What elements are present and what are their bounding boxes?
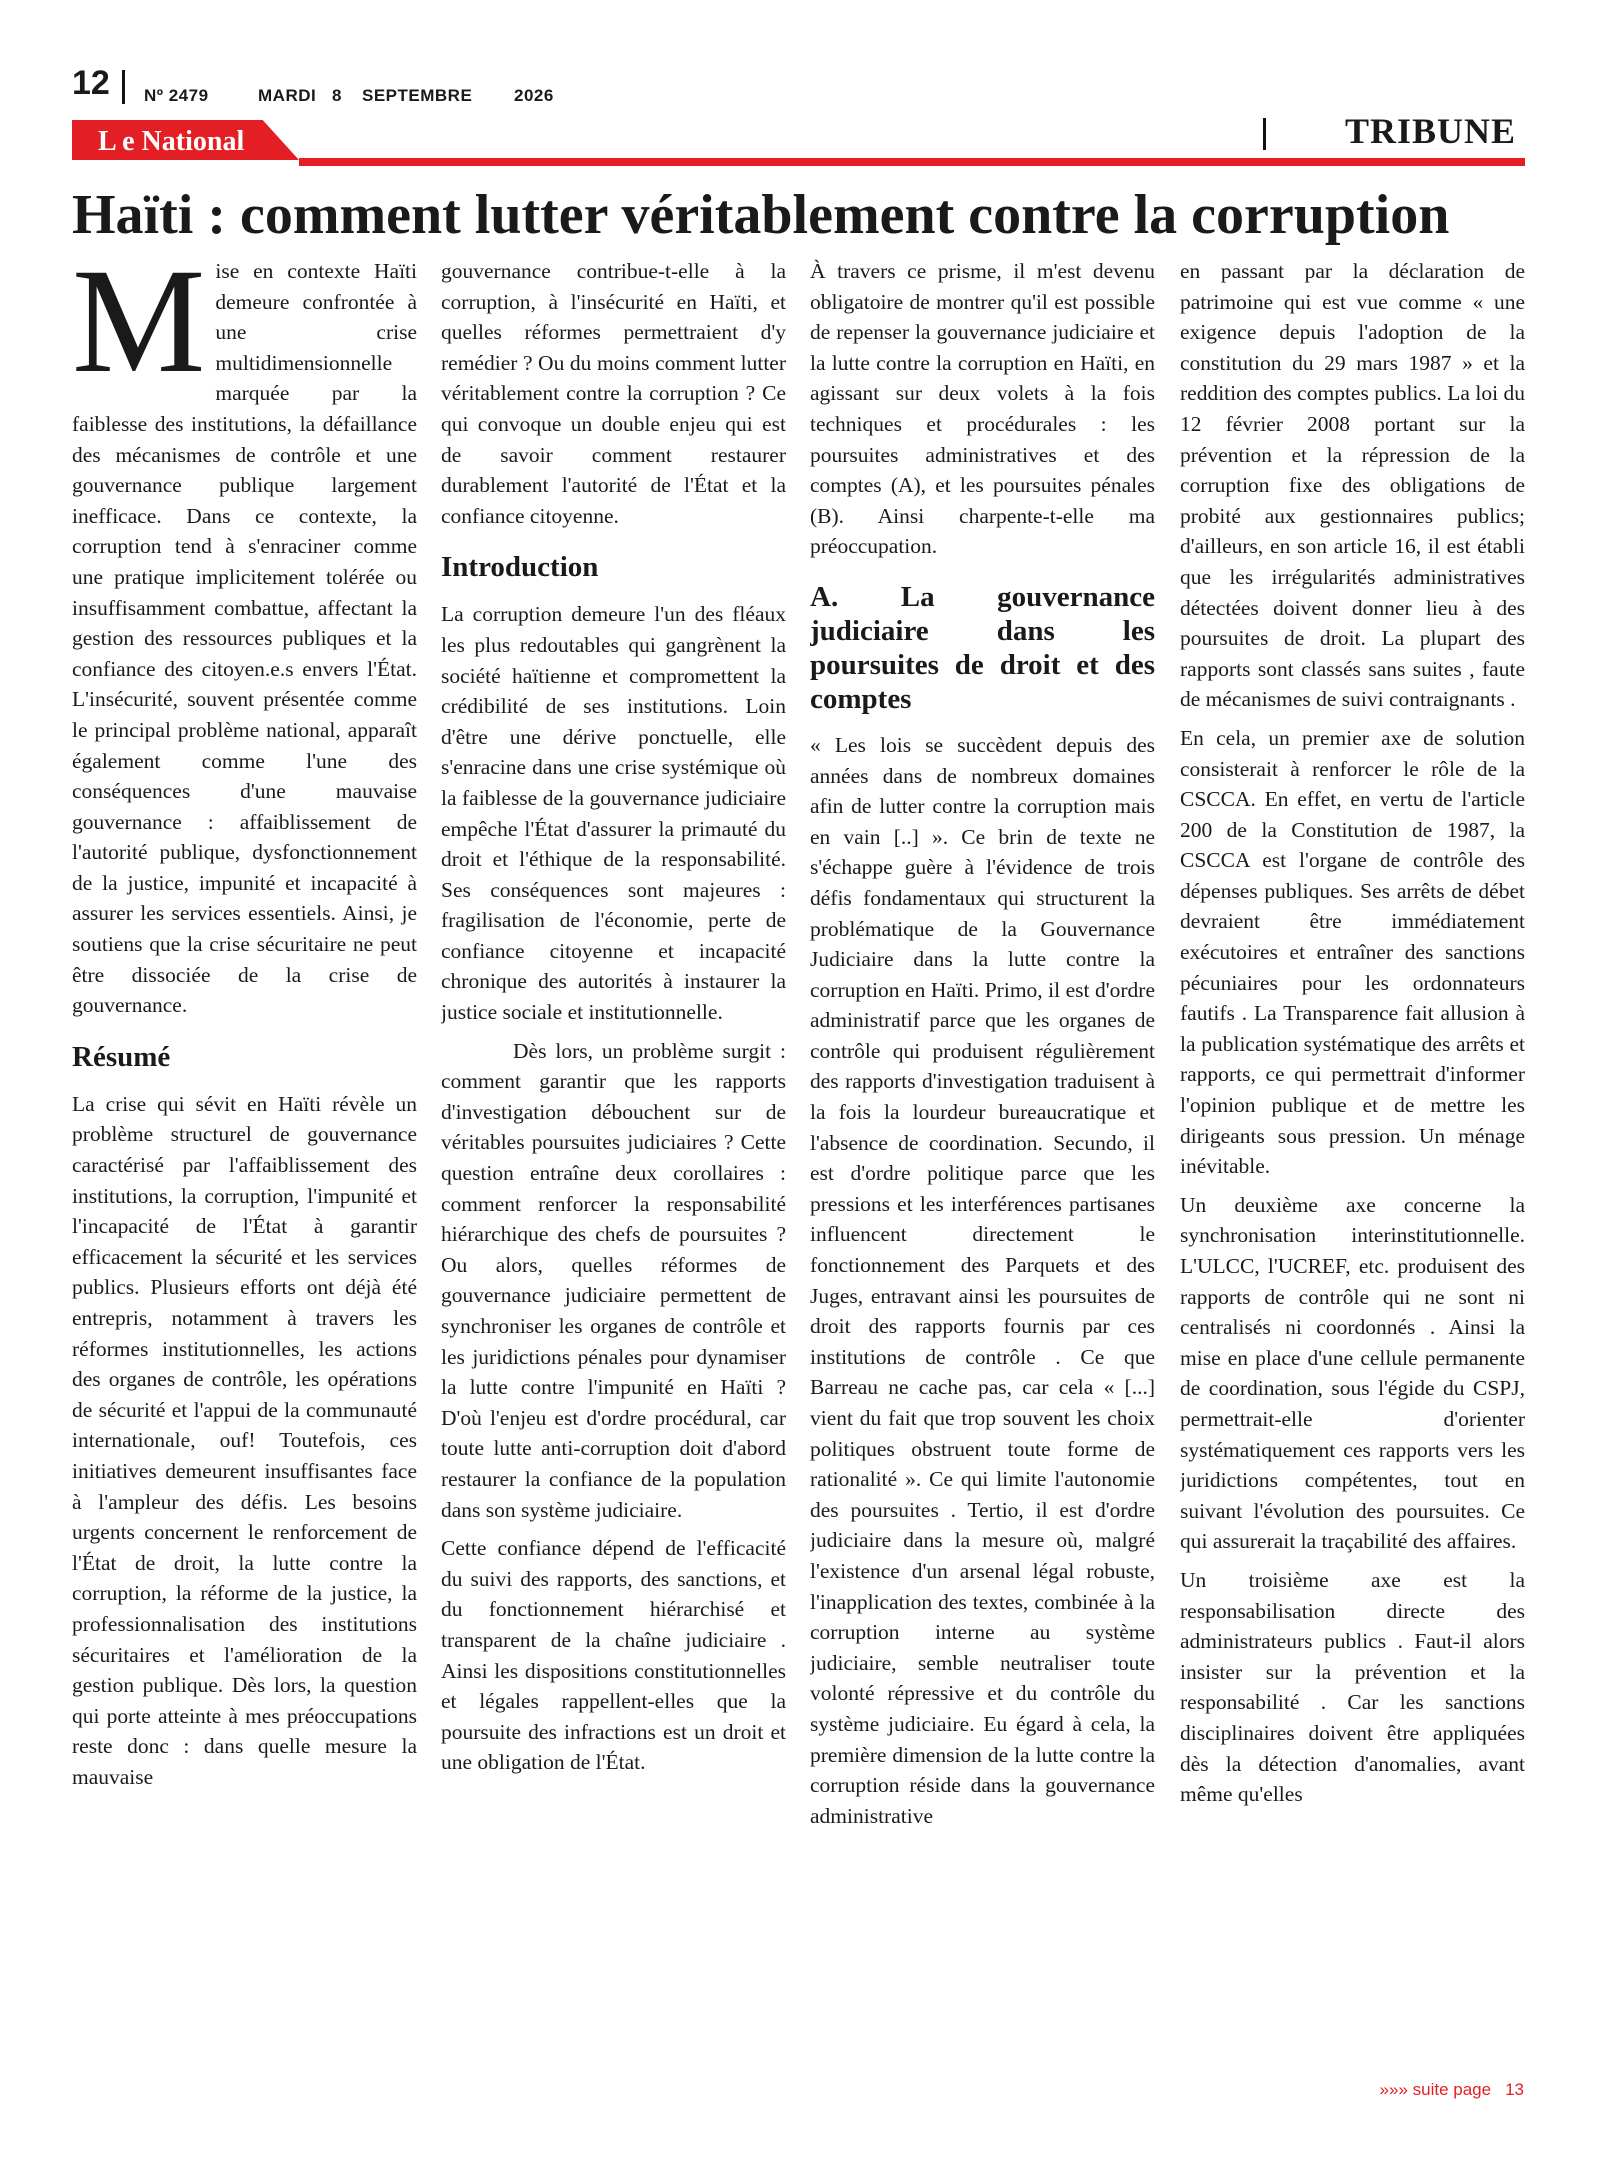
article-column-2 [441,256,786,2066]
issue-number: Nº 2479 [144,86,209,105]
context-text: ise en contexte Haïti demeure confrontée à une crise multidimensionnelle marquée par la faiblesse des institutions, la défaillance des mécanismes de contrôle et une gouvernance publique largement inefficace. Dans ce contexte, la corruption tend à s'enraciner comme une pratique implicitement tolérée ou insuffisamment combattue, affectant la gestion des ressources publiques et la confiance des citoyen.e.s envers l'État. L'insécurité, souvent présentée comme le principal problème national, apparaît également comme l'une des conséquences d'une mauvaise gouvernance : affaiblissement de l'autorité publique, dysfonctionnement de la justice, impunité et incapacité à assurer les services essentiels. Ainsi, je soutiens que la crise sécuritaire ne peut être dissociée de la crise de gouvernance. [72,259,417,1018]
section-divider [1263,118,1266,150]
intro-paragraph-2: Dès lors, un problème surgit : comment garantir que les rapports d'investigation débouchent sur de véritables poursuites judiciaires ? Cette question entraîne deux corollaires : comment renforcer la responsabilité hiérarchique des chefs de poursuites ? Ou alors, quelles réformes de gouvernance judiciaire permettent de synchroniser les organes de contrôle et les juridictions pénales pour dynamiser la lutte contre l'impunité en Haïti ? D'où l'enjeu est d'ordre procédural, car toute lutte anti-corruption doit d'abord restaurer la confiance de la population dans son système judiciaire. [441,1038,786,1522]
col4-paragraph-3: Un deuxième axe concerne la synchronisation interinstitutionnelle. L'ULCC, l'UCREF, etc. produisent des rapports de contrôle qui ne sont ni centralisés ni coordonnés . Ainsi la mise en place d'une cellule permanente de coordination, sous l'égide du CSPJ, permettrait-elle d'orienter systématiquement ces rapports vers les juridictions compétentes, tout en suivant l'évolution des poursuites. Ce qui assurerait la traçabilité des affaires. [1180,1192,1525,1554]
col2-paragraph-1: gouvernance contribue-t-elle à la corruption, à l'insécurité en Haïti, et quelles réformes permettraient d'y remédier ? Ou du moins comment lutter véritablement contre la corruption ? Ce qui convoque un double enjeu qui est de savoir comment restaurer durablement l'autorité de l'État et la confiance citoyenne. [441,259,786,528]
header-rule [299,158,1525,166]
context-paragraph [72,256,417,1021]
heading-introduction: Introduction [441,551,599,584]
intro-paragraph-3: Cette confiance dépend de l'efficacité du suivi des rapports, des sanctions, et du fonctionnement hiérarchisé et transparent de la chaîne judiciaire . Ainsi les dispositions constitutionnelles et légales rappellent-elles que la poursuite des infractions est un droit et une obligation de l'État. [441,1536,786,1775]
resume-paragraph: La crise qui sévit en Haïti révèle un problème structurel de gouvernance caractérisé par l'affaiblissement des institutions, la corruption, l'impunité et l'incapacité de l'État à garantir efficacement la sécurité et les services publics. Plusieurs efforts ont déjà été entrepris, notamment à travers les réformes institutionnelles, les actions des organes de contrôle, les opérations de sécurité et l'appui de la communauté internationale, ouf! Toutefois, ces initiatives demeurent insuffisantes face à l'ampleur des défis. Les besoins urgents concernent le renforcement de l'État de droit, la lutte contre la corruption, la réforme de la justice, la professionnalisation des institutions sécuritaires et l'amélioration de la gestion publique. Dès lors, la question qui porte atteinte à mes préoccupations reste donc : dans quelle mesure la mauvaise [72,1091,417,1789]
issue-year: 2026 [514,86,554,105]
issue-day: MARDI [258,86,317,105]
issue-month: SEPTEMBRE [362,86,473,105]
intro-paragraph-1: La corruption demeure l'un des fléaux les plus redoutables qui gangrènent la société haïtienne et compromettent la crédibilité de ses institutions. Loin d'être une dérive ponctuelle, elle s'enracine dans une crise systémique où la faiblesse de la gouvernance judiciaire empêche l'État d'assurer la primauté du droit et l'éthique de la responsabilité. Ses conséquences sont majeures : fragilisation de l'économie, perte de confiance citoyenne et incapacité chronique des autorités à instaurer la justice sociale et institutionnelle. [441,602,786,1025]
header-divider [122,70,125,104]
continued-label: »»» suite page [1379,2080,1492,2099]
article-column-3 [810,256,1155,2066]
article-column-4 [1180,256,1525,2066]
article-column-1 [72,256,417,2066]
col4-paragraph-1: en passant par la déclaration de patrimoine qui est vue comme « une exigence depuis l'adoption de la constitution du 29 mars 1987 » et la reddition des comptes publics. La loi du 12 février 2008 portant sur la prévention et la répression de la corruption fixe des obligations de probité aux gestionnaires publics; d'ailleurs, en son article 16, il est établi que les irrégularités administratives détectées doivent donner lieu à des poursuites de droit. La plupart des rapports sont classés sans suites , faute de mécanismes de suivi contraignants . [1180,259,1525,712]
heading-resume: Résumé [72,1040,171,1073]
col3-paragraph-1: À travers ce prisme, il m'est devenu obligatoire de montrer qu'il est possible de repenser la gouvernance judiciaire et la lutte contre la corruption en Haïti, en agissant sur deux volets à la fois techniques et procédurales : les poursuites administratives et des comptes (A), et les poursuites pénales (B). Ainsi charpente-t-elle ma préoccupation. [810,259,1155,559]
dropcap: M [72,256,206,404]
section-a-paragraph: « Les lois se succèdent depuis des années dans de nombreux domaines afin de lutter contre la corruption mais en vain [..] ». Ce brin de texte ne s'échappe guère à l'évidence de trois défis fondamentaux qui structurent la problématique de la Gouvernance Judiciaire dans la lutte contre la corruption en Haïti. Primo, il est d'ordre administratif parce que les organes de contrôle qui produisent régulièrement des rapports d'investigation traduisent à la fois la lourdeur bureaucratique et l'absence de coordination. Secundo, il est d'ordre politique parce que les pressions et les interférences partisanes influencent directement le fonctionnement des Parquets et des Juges, entravant ainsi les poursuites de droit des rapports fournis par ces institutions de contrôle . Ce que Barreau ne cache pas, car cela « [...] vient du fait que trop souvent les choix politiques obstruent toute forme de rationalité ». Ce qui limite l'autonomie des poursuites . Tertio, il est d'ordre judiciaire dans la mesure où, malgré l'existence d'un arsenal légal robuste, l'inapplication des textes, combinée à la corruption interne au système judiciaire, semble neutraliser toute volonté répressive et du contrôle du système judiciaire. Eu égard à cela, la première dimension de la lutte contre la corruption réside dans la gouvernance administrative [810,732,1155,1828]
continued-link[interactable] [1380,2080,1524,2100]
issue-date: 8 [332,86,342,105]
page-number: 12 [72,64,110,102]
heading-section-a: A. La gouvernance judiciaire dans les poursuites de droit et des comptes [810,580,1155,715]
brand-logo: L e National [98,126,245,157]
col4-paragraph-2: En cela, un premier axe de solution consisterait à renforcer le rôle de la CSCCA. En effet, en vertu de l'article 200 de la Constitution de 1987, la CSCCA est l'organe de contrôle des dépenses publiques. Ses arrêts de débet devraient être immédiatement exécutoires et entraîner des sanctions pécuniaires pour les ordonnateurs fautifs . La Transparence fait allusion à la publication systématique des arrêts et rapports, ce qui permettrait d'informer l'opinion publique et de mettre les dirigeants sous pression. Un ménage inévitable. [1180,725,1525,1179]
continued-page-number: 13 [1505,2080,1524,2099]
article-title: Haïti : comment lutter véritablement contre la corruption [72,184,1450,246]
section-label: TRIBUNE [1345,111,1517,151]
col4-paragraph-4: Un troisième axe est la responsabilisation directe des administrateurs publics . Faut-il alors insister sur la prévention et la responsabilité . Car les sanctions disciplinaires doivent être appliquées dès la détection d'anomalies, avant même qu'elles [1180,1567,1525,1807]
